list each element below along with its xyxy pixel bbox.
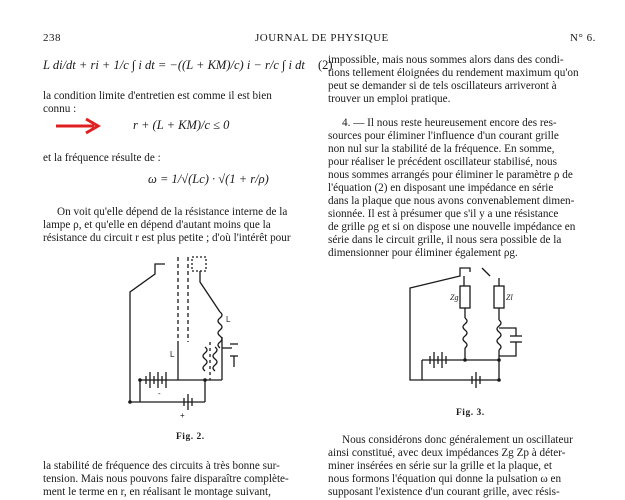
right-para2-line-11: dimensionner pour éliminer également ρg. [328, 247, 518, 259]
right-para2-line-8: sionnée. Il est à présumer que s'il y a une résistance [328, 208, 559, 220]
fig-3-caption: Fig. 3. [456, 408, 485, 418]
fig-3-zl-label: Zl [506, 293, 513, 302]
fig-3-circuit-diagram [398, 268, 558, 403]
equation-2 [43, 58, 333, 73]
right-para2-line-2: sources pour éliminer l'influence d'un courant grille [328, 130, 559, 142]
fig-2-inductor-label-upper: L [226, 315, 231, 324]
equation-2-number: (2) [317, 58, 333, 72]
right-para1-line-3: peut se demander si de tels oscillateurs arriveront à [328, 80, 557, 92]
left-line-2: connu : [43, 103, 77, 115]
right-para2-line-10: série dans le circuit grille, il nous sera possible de la [328, 234, 562, 246]
left-para1-line-1: On voit qu'elle dépend de la résistance interne de la [57, 206, 288, 218]
right-para1-line-1: impossible, mais nous sommes alors dans des condi- [328, 54, 564, 66]
left-para1-line-3: résistance du circuit r est plus petite ; d'où l'intérêt pour [43, 232, 291, 244]
right-para3-line-5: supposant l'existence d'un courant grille, avec résis- [328, 486, 560, 498]
fig-2-caption: Fig. 2. [176, 432, 205, 442]
right-para2-line-7: dans la plaque que nous avons convenablement dimen- [328, 195, 575, 207]
fig-3-zg-label: Zg [450, 293, 459, 302]
right-para3-line-4: nous formons l'équation qui donne la pulsation ω en [328, 473, 562, 485]
right-para2-line-1: 4. — Il nous reste heureusement encore des res- [342, 117, 557, 129]
issue-number: N° 6. [570, 32, 596, 44]
stability-condition-equation: r + (L + KM)/c ≤ 0 [133, 118, 230, 132]
left-line-1: la condition limite d'entretien est comme il est bien [43, 90, 272, 102]
fig-2-minus-label: - [158, 389, 161, 398]
frequency-equation: ω = 1/√(Lc) · √(1 + r/ρ) [148, 172, 269, 186]
left-para2-line-1: la stabilité de fréquence des circuits à très bonne sur- [43, 460, 280, 472]
equation-2-formula: L di/dt + ri + 1/c ∫ i dt = −((L + KM)/c) i − r/c ∫ i dt [43, 58, 305, 72]
right-para1-line-2: tions tellement éloignées du rendement maximum qu'on [328, 67, 579, 79]
right-para3-line-2: ainsi constitué, avec deux impédances Zg Zp à déter- [328, 447, 566, 459]
left-line-3: et la fréquence résulte de : [43, 152, 161, 164]
left-para2-line-2: tension. Mais nous pouvons faire disparaître complète- [43, 473, 289, 485]
right-para1-line-4: trouver un emploi pratique. [328, 93, 451, 105]
page-number: 238 [43, 32, 61, 44]
right-para2-line-5: nous sommes arrangés pour éliminer le paramètre ρ de [328, 169, 573, 181]
journal-title: JOURNAL DE PHYSIQUE [255, 32, 389, 44]
fig-2-plus-label: + [180, 411, 185, 420]
left-para1-line-2: lampe ρ, et qu'elle en dépend d'autant moins que la [43, 219, 271, 231]
fig-2-circuit-diagram [120, 252, 320, 427]
right-para3-line-1: Nous considérons donc généralement un oscillateur [342, 434, 573, 446]
left-para2-line-3: ment le terme en r, en réalisant le montage suivant, [43, 486, 271, 498]
red-arrow-icon [54, 118, 104, 134]
right-para2-line-9: de grille ρg et si on dispose une nouvelle impédance en [328, 221, 576, 233]
right-para2-line-3: non nul sur la stabilité de la fréquence. En somme, [328, 143, 555, 155]
right-para2-line-4: pour réaliser le précédent oscillateur stabilisé, nous [328, 156, 557, 168]
right-para2-line-6: l'équation (2) en disposant une impédance en série [328, 182, 554, 194]
fig-2-inductor-label-lower: L [170, 350, 175, 359]
right-para3-line-3: miner insérées en série sur la grille et la plaque, et [328, 460, 552, 472]
